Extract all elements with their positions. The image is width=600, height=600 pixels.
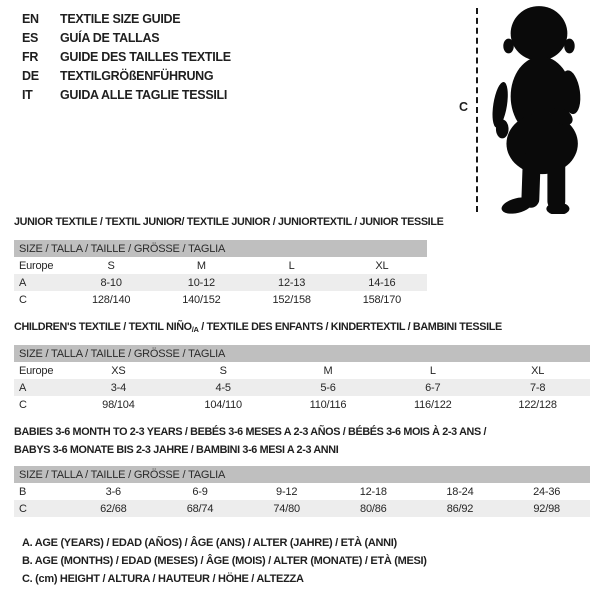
height-measure-dashed-line — [476, 8, 478, 212]
junior-table-title: JUNIOR TEXTILE / TEXTIL JUNIOR/ TEXTILE JUNIOR / JUNIORTEXTIL / JUNIOR TESSILE — [14, 216, 444, 228]
footnote-a: A. AGE (YEARS) / EDAD (AÑOS) / ÂGE (ANS) / ALTER (JAHRE) / ETÀ (ANNI) — [22, 537, 397, 549]
table-row — [14, 483, 590, 500]
table-cell: 62/68 — [70, 500, 157, 517]
children-title-text: CHILDREN'S TEXTILE / TEXTIL NIÑO — [14, 321, 192, 333]
language-code: IT — [22, 88, 33, 102]
table-cell: 8-10 — [66, 274, 156, 291]
language-label: TEXTILE SIZE GUIDE — [60, 12, 181, 26]
row-label: B — [19, 485, 27, 498]
language-code: EN — [22, 12, 39, 26]
children-size-table — [14, 345, 590, 413]
language-code: DE — [22, 69, 39, 83]
table-cell: 158/170 — [362, 293, 402, 306]
table-cell: 12-13 — [247, 274, 337, 291]
table-cell: 128/140 — [91, 293, 131, 306]
table-cell: L — [288, 259, 295, 272]
table-cell: XL — [531, 364, 545, 377]
table-cell: 104/110 — [204, 398, 242, 411]
table-cell: 110/116 — [309, 398, 347, 411]
table-row — [14, 291, 427, 308]
table-cell: 3-6 — [105, 485, 121, 498]
language-row-fr — [22, 48, 231, 67]
language-row-en — [22, 10, 231, 29]
table-cell: 5-6 — [276, 379, 381, 396]
table-cell: 14-16 — [337, 274, 427, 291]
size-header-row — [14, 466, 590, 483]
table-cell: 18-24 — [446, 485, 474, 498]
table-cell: XS — [111, 364, 126, 377]
table-cell: 6-9 — [192, 485, 208, 498]
language-label: TEXTILGRÖßENFÜHRUNG — [60, 69, 214, 83]
babies-table-title-line2: BABYS 3-6 MONATE BIS 2-3 JAHRE / BAMBINI 3-6 MESI A 2-3 ANNI — [14, 444, 339, 456]
table-cell: S — [107, 259, 115, 272]
language-code: ES — [22, 31, 39, 45]
table-row — [14, 500, 590, 517]
size-header-label: SIZE / TALLA / TAILLE / GRÖSSE / TAGLIA — [14, 240, 427, 257]
table-cell: 24-36 — [533, 485, 561, 498]
language-label: GUIDE DES TAILLES TEXTILE — [60, 50, 231, 64]
row-label: C — [19, 398, 27, 411]
baby-silhouette-image — [486, 4, 592, 214]
table-cell: 12-18 — [359, 485, 387, 498]
table-row — [14, 257, 427, 274]
language-row-es — [22, 29, 231, 48]
table-cell: 68/74 — [157, 500, 244, 517]
table-cell: S — [219, 364, 227, 377]
size-header-row — [14, 240, 427, 257]
table-cell: 7-8 — [485, 379, 590, 396]
babies-size-table — [14, 466, 590, 517]
table-cell: 4-5 — [171, 379, 276, 396]
table-cell: XL — [375, 259, 389, 272]
children-table-title — [14, 321, 502, 334]
size-header-label: SIZE / TALLA / TAILLE / GRÖSSE / TAGLIA — [14, 466, 590, 483]
row-label: C — [19, 293, 27, 306]
language-row-de — [22, 67, 231, 86]
table-cell: 74/80 — [243, 500, 330, 517]
table-cell: 86/92 — [417, 500, 504, 517]
table-row — [14, 379, 590, 396]
row-label: Europe — [19, 259, 54, 272]
table-cell: 98/104 — [102, 398, 135, 411]
language-code: FR — [22, 50, 39, 64]
table-cell: 140/152 — [182, 293, 221, 306]
table-cell: 6-7 — [380, 379, 485, 396]
table-row — [14, 362, 590, 379]
footnotes — [22, 534, 427, 588]
table-cell: 10-12 — [156, 274, 246, 291]
row-label: C — [14, 500, 70, 517]
babies-table-title-line1: BABIES 3-6 MONTH TO 2-3 YEARS / BEBÉS 3-6 MESES A 2-3 AÑOS / BÉBÉS 3-6 MOIS À 2-3 ANS / — [14, 426, 487, 438]
size-header-label: SIZE / TALLA / TAILLE / GRÖSSE / TAGLIA — [14, 345, 590, 362]
table-cell: 80/86 — [330, 500, 417, 517]
language-row-it — [22, 86, 231, 105]
language-label: GUIDA ALLE TAGLIE TESSILI — [60, 88, 228, 102]
children-title-text: / TEXTILE DES ENFANTS / KINDERTEXTIL / BAMBINI TESSILE — [198, 321, 502, 333]
table-cell: 9-12 — [276, 485, 298, 498]
table-row — [14, 274, 427, 291]
table-cell: M — [323, 364, 333, 377]
children-title-subscript: /A — [191, 325, 199, 334]
language-list — [22, 10, 231, 105]
size-header-row — [14, 345, 590, 362]
row-label: Europe — [19, 364, 54, 377]
table-row — [14, 396, 590, 413]
row-label: A — [14, 379, 66, 396]
footnote-c: C. (cm) HEIGHT / ALTURA / HAUTEUR / HÖHE / ALTEZZA — [22, 573, 304, 585]
table-cell: 3-4 — [66, 379, 171, 396]
table-cell: L — [429, 364, 436, 377]
height-measure-label: C — [459, 100, 469, 114]
table-cell: 116/122 — [414, 398, 452, 411]
table-cell: 92/98 — [503, 500, 590, 517]
table-cell: 122/128 — [518, 398, 557, 411]
footnote-b: B. AGE (MONTHS) / EDAD (MESES) / ÂGE (MOIS) / ALTER (MONATE) / ETÀ (MESI) — [22, 555, 427, 567]
table-cell: 152/158 — [272, 293, 311, 306]
table-cell: M — [196, 259, 206, 272]
junior-size-table — [14, 240, 427, 308]
language-label: GUÍA DE TALLAS — [60, 31, 160, 45]
row-label: A — [14, 274, 66, 291]
